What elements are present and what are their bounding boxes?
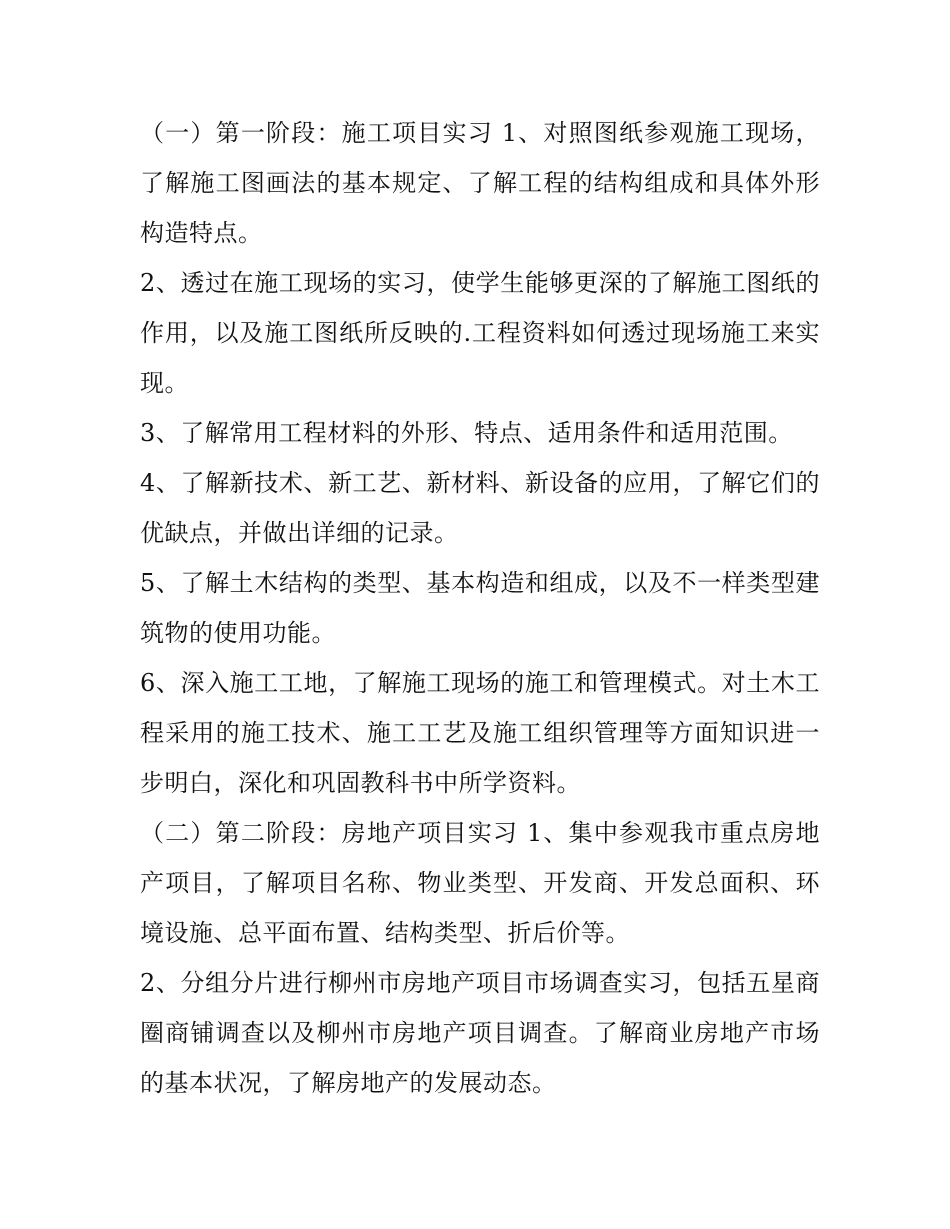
paragraph-stage-one-item-5: 5、了解土木结构的类型、基本构造和组成，以及不一样类型建筑物的使用功能。 [140, 569, 820, 647]
paragraph-stage-one-item-3: 3、了解常用工程材料的外形、特点、适用条件和适用范围。 [140, 419, 793, 447]
paragraph-stage-two-item-2: 2、分组分片进行柳州市房地产项目市场调查实习，包括五星商圈商铺调查以及柳州市房地产项目调查。了解商业房地产市场的基本状况，了解房地产的发展动态。 [140, 969, 820, 1097]
paragraph-stage-one-item-2: 2、透过在施工现场的实习，使学生能够更深的了解施工图纸的作用，以及施工图纸所反映的.工程资料如何透过现场施工来实现。 [140, 269, 820, 397]
paragraph-stage-one-item-6: 6、深入施工工地，了解施工现场的施工和管理模式。对土木工程采用的施工技术、施工工艺及施工组织管理等方面知识进一步明白，深化和巩固教科书中所学资料。 [140, 669, 820, 797]
document-body [140, 108, 820, 1108]
paragraph-stage-one-item-1: （一）第一阶段：施工项目实习 1、对照图纸参观施工现场，了解施工图画法的基本规定、了解工程的结构组成和具体外形构造特点。 [140, 119, 820, 247]
paragraph-stage-two-item-1: （二）第二阶段：房地产项目实习 1、集中参观我市重点房地产项目，了解项目名称、物业类型、开发商、开发总面积、环境设施、总平面布置、结构类型、折后价等。 [140, 819, 820, 947]
paragraph-stage-one-item-4: 4、了解新技术、新工艺、新材料、新设备的应用，了解它们的优缺点，并做出详细的记录。 [140, 469, 820, 547]
